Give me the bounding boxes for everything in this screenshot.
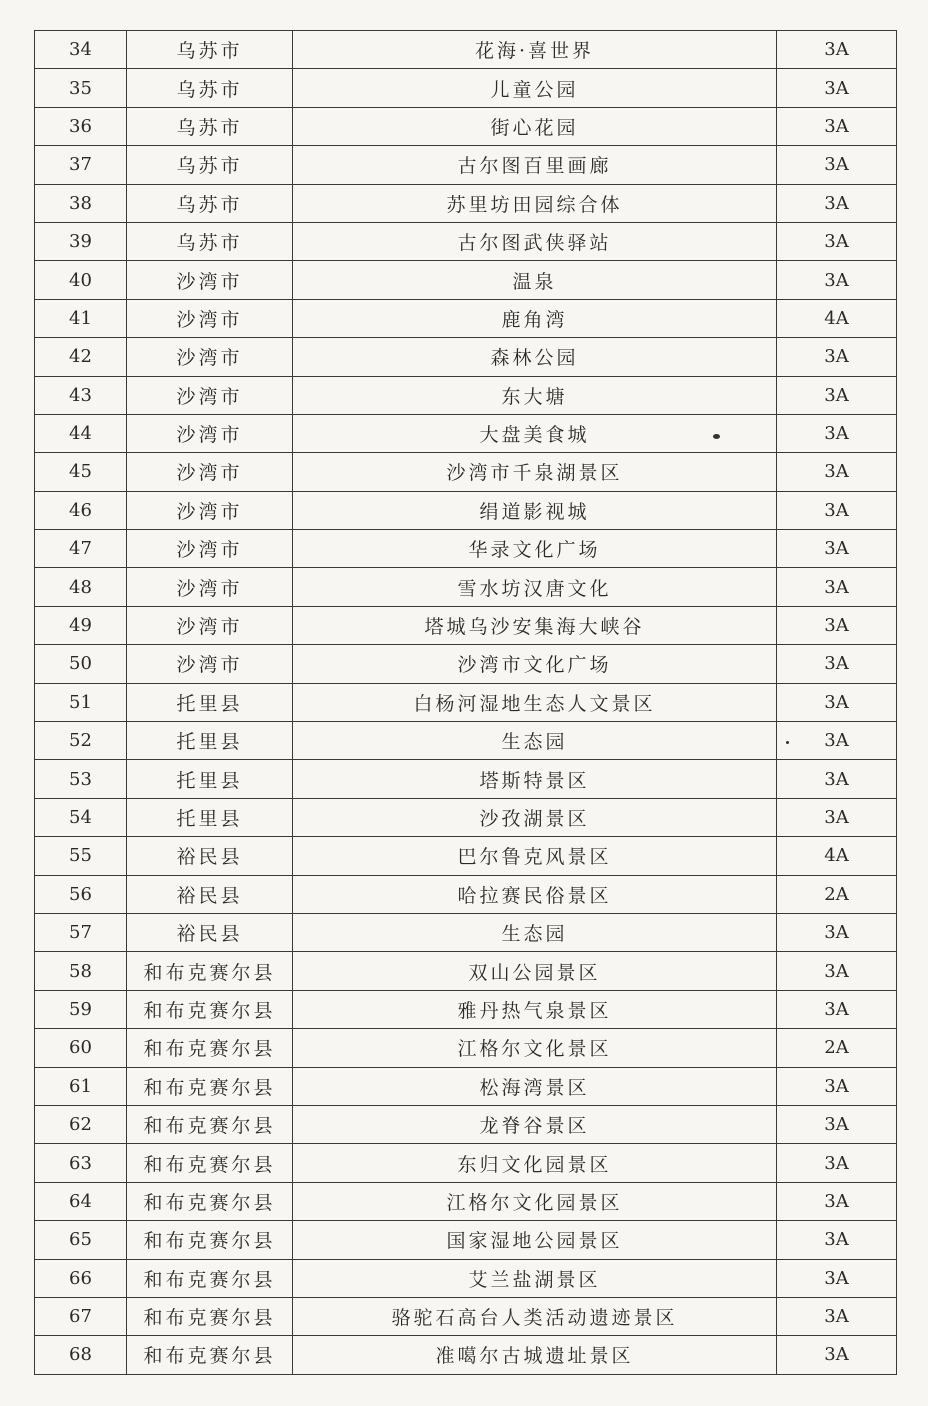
- scan-speck: [713, 434, 720, 439]
- row-number-cell: 57: [35, 913, 127, 951]
- table-row: [35, 568, 897, 606]
- row-number-cell: 51: [35, 683, 127, 721]
- scenic-spot-list-sheet: [34, 30, 896, 1375]
- row-number-cell: 42: [35, 338, 127, 376]
- table-row: [35, 261, 897, 299]
- city-cell: 沙湾市: [127, 338, 293, 376]
- grade-cell: 3A: [777, 645, 897, 683]
- scenic-name-cell: 双山公园景区: [293, 952, 777, 990]
- row-number-cell: 54: [35, 798, 127, 836]
- city-cell: 和布克赛尔县: [127, 1105, 293, 1143]
- row-number-cell: 46: [35, 491, 127, 529]
- grade-cell: 3A: [777, 261, 897, 299]
- scenic-name-cell: 沙湾市文化广场: [293, 645, 777, 683]
- row-number-cell: 60: [35, 1029, 127, 1067]
- city-cell: 沙湾市: [127, 453, 293, 491]
- city-cell: 和布克赛尔县: [127, 952, 293, 990]
- table-body: [35, 31, 897, 1375]
- city-cell: 和布克赛尔县: [127, 1221, 293, 1259]
- city-cell: 和布克赛尔县: [127, 1297, 293, 1335]
- city-cell: 沙湾市: [127, 491, 293, 529]
- table-row: [35, 645, 897, 683]
- city-cell: 乌苏市: [127, 107, 293, 145]
- grade-cell: 3A: [777, 376, 897, 414]
- grade-cell: 3A: [777, 1067, 897, 1105]
- grade-cell: 3A: [777, 69, 897, 107]
- grade-cell: 3A: [777, 491, 897, 529]
- scenic-name-cell: 东大塘: [293, 376, 777, 414]
- table-row: [35, 952, 897, 990]
- city-cell: 和布克赛尔县: [127, 1259, 293, 1297]
- scenic-name-cell: 雪水坊汉唐文化: [293, 568, 777, 606]
- grade-cell: 2A: [777, 875, 897, 913]
- city-cell: 和布克赛尔县: [127, 1029, 293, 1067]
- city-cell: 沙湾市: [127, 568, 293, 606]
- row-number-cell: 35: [35, 69, 127, 107]
- grade-cell: 3A: [777, 146, 897, 184]
- grade-cell: 3A: [777, 1144, 897, 1182]
- grade-cell: 3A: [777, 1297, 897, 1335]
- table-row: [35, 683, 897, 721]
- city-cell: 和布克赛尔县: [127, 1336, 293, 1374]
- grade-cell: 3A: [777, 222, 897, 260]
- city-cell: 裕民县: [127, 913, 293, 951]
- city-cell: 沙湾市: [127, 414, 293, 452]
- scenic-name-cell: 森林公园: [293, 338, 777, 376]
- scan-speck: [786, 741, 789, 744]
- table-row: [35, 338, 897, 376]
- grade-cell: 3A: [777, 952, 897, 990]
- scenic-name-cell: 艾兰盐湖景区: [293, 1259, 777, 1297]
- grade-cell: 3A: [777, 414, 897, 452]
- table-row: [35, 184, 897, 222]
- scenic-name-cell: 东归文化园景区: [293, 1144, 777, 1182]
- table-row: [35, 606, 897, 644]
- row-number-cell: 67: [35, 1297, 127, 1335]
- row-number-cell: 39: [35, 222, 127, 260]
- table-row: [35, 376, 897, 414]
- row-number-cell: 68: [35, 1336, 127, 1374]
- table-row: [35, 1259, 897, 1297]
- row-number-cell: 50: [35, 645, 127, 683]
- grade-cell: 3A: [777, 530, 897, 568]
- city-cell: 和布克赛尔县: [127, 1182, 293, 1220]
- grade-cell: 3A: [777, 31, 897, 69]
- row-number-cell: 41: [35, 299, 127, 337]
- city-cell: 托里县: [127, 683, 293, 721]
- city-cell: 沙湾市: [127, 645, 293, 683]
- row-number-cell: 43: [35, 376, 127, 414]
- city-cell: 沙湾市: [127, 376, 293, 414]
- table-row: [35, 837, 897, 875]
- scenic-name-cell: 古尔图武侠驿站: [293, 222, 777, 260]
- grade-cell: 3A: [777, 338, 897, 376]
- grade-cell: 3A: [777, 913, 897, 951]
- table-row: [35, 453, 897, 491]
- row-number-cell: 55: [35, 837, 127, 875]
- row-number-cell: 49: [35, 606, 127, 644]
- table-row: [35, 1067, 897, 1105]
- city-cell: 乌苏市: [127, 146, 293, 184]
- grade-cell: 3A: [777, 722, 897, 760]
- city-cell: 沙湾市: [127, 530, 293, 568]
- table-row: [35, 31, 897, 69]
- scenic-name-cell: 国家湿地公园景区: [293, 1221, 777, 1259]
- city-cell: 托里县: [127, 722, 293, 760]
- table-row: [35, 1105, 897, 1143]
- row-number-cell: 62: [35, 1105, 127, 1143]
- scenic-name-cell: 骆驼石高台人类活动遗迹景区: [293, 1297, 777, 1335]
- grade-cell: 3A: [777, 760, 897, 798]
- scenic-name-cell: 白杨河湿地生态人文景区: [293, 683, 777, 721]
- scenic-name-cell: 沙孜湖景区: [293, 798, 777, 836]
- grade-cell: 3A: [777, 606, 897, 644]
- table-row: [35, 69, 897, 107]
- table-row: [35, 760, 897, 798]
- city-cell: 乌苏市: [127, 69, 293, 107]
- grade-cell: 4A: [777, 299, 897, 337]
- table-row: [35, 990, 897, 1028]
- table-row: [35, 107, 897, 145]
- grade-cell: 3A: [777, 1259, 897, 1297]
- row-number-cell: 40: [35, 261, 127, 299]
- table-row: [35, 1336, 897, 1374]
- scenic-name-cell: 街心花园: [293, 107, 777, 145]
- grade-cell: 3A: [777, 990, 897, 1028]
- scenic-name-cell: 江格尔文化园景区: [293, 1182, 777, 1220]
- row-number-cell: 63: [35, 1144, 127, 1182]
- scenic-name-cell: 巴尔鲁克风景区: [293, 837, 777, 875]
- row-number-cell: 59: [35, 990, 127, 1028]
- scenic-name-cell: 温泉: [293, 261, 777, 299]
- city-cell: 沙湾市: [127, 299, 293, 337]
- table-row: [35, 530, 897, 568]
- row-number-cell: 58: [35, 952, 127, 990]
- grade-cell: 3A: [777, 568, 897, 606]
- city-cell: 乌苏市: [127, 184, 293, 222]
- table-row: [35, 1297, 897, 1335]
- row-number-cell: 65: [35, 1221, 127, 1259]
- city-cell: 和布克赛尔县: [127, 990, 293, 1028]
- table-row: [35, 299, 897, 337]
- grade-cell: 3A: [777, 683, 897, 721]
- row-number-cell: 44: [35, 414, 127, 452]
- city-cell: 裕民县: [127, 837, 293, 875]
- table-row: [35, 146, 897, 184]
- city-cell: 沙湾市: [127, 606, 293, 644]
- grade-cell: 3A: [777, 1221, 897, 1259]
- row-number-cell: 56: [35, 875, 127, 913]
- city-cell: 托里县: [127, 798, 293, 836]
- row-number-cell: 38: [35, 184, 127, 222]
- row-number-cell: 37: [35, 146, 127, 184]
- city-cell: 乌苏市: [127, 31, 293, 69]
- table-row: [35, 1144, 897, 1182]
- row-number-cell: 61: [35, 1067, 127, 1105]
- scenic-name-cell: 古尔图百里画廊: [293, 146, 777, 184]
- scenic-name-cell: 沙湾市千泉湖景区: [293, 453, 777, 491]
- scenic-name-cell: 生态园: [293, 913, 777, 951]
- grade-cell: 3A: [777, 1182, 897, 1220]
- grade-cell: 3A: [777, 1336, 897, 1374]
- table-row: [35, 1182, 897, 1220]
- scenic-name-cell: 塔城乌沙安集海大峡谷: [293, 606, 777, 644]
- table-row: [35, 798, 897, 836]
- city-cell: 和布克赛尔县: [127, 1144, 293, 1182]
- city-cell: 托里县: [127, 760, 293, 798]
- grade-cell: 3A: [777, 107, 897, 145]
- table-row: [35, 414, 897, 452]
- table-row: [35, 722, 897, 760]
- table-row: [35, 875, 897, 913]
- row-number-cell: 47: [35, 530, 127, 568]
- table-row: [35, 222, 897, 260]
- grade-cell: 2A: [777, 1029, 897, 1067]
- scenic-name-cell: 绢道影视城: [293, 491, 777, 529]
- grade-cell: 3A: [777, 184, 897, 222]
- row-number-cell: 64: [35, 1182, 127, 1220]
- row-number-cell: 53: [35, 760, 127, 798]
- scenic-name-cell: 苏里坊田园综合体: [293, 184, 777, 222]
- row-number-cell: 66: [35, 1259, 127, 1297]
- table-row: [35, 1029, 897, 1067]
- city-cell: 沙湾市: [127, 261, 293, 299]
- grade-cell: 4A: [777, 837, 897, 875]
- grade-cell: 3A: [777, 1105, 897, 1143]
- scenic-name-cell: 哈拉赛民俗景区: [293, 875, 777, 913]
- city-cell: 和布克赛尔县: [127, 1067, 293, 1105]
- scenic-name-cell: 华录文化广场: [293, 530, 777, 568]
- row-number-cell: 36: [35, 107, 127, 145]
- scenic-name-cell: 准噶尔古城遗址景区: [293, 1336, 777, 1374]
- table-row: [35, 491, 897, 529]
- scenic-name-cell: 儿童公园: [293, 69, 777, 107]
- scenic-name-cell: 松海湾景区: [293, 1067, 777, 1105]
- row-number-cell: 45: [35, 453, 127, 491]
- table-row: [35, 1221, 897, 1259]
- scenic-name-cell: 鹿角湾: [293, 299, 777, 337]
- table-row: [35, 913, 897, 951]
- scenic-name-cell: 江格尔文化景区: [293, 1029, 777, 1067]
- row-number-cell: 52: [35, 722, 127, 760]
- grade-cell: 3A: [777, 453, 897, 491]
- row-number-cell: 48: [35, 568, 127, 606]
- city-cell: 裕民县: [127, 875, 293, 913]
- scenic-name-cell: 大盘美食城: [293, 414, 777, 452]
- scenic-name-cell: 花海·喜世界: [293, 31, 777, 69]
- scenic-name-cell: 雅丹热气泉景区: [293, 990, 777, 1028]
- city-cell: 乌苏市: [127, 222, 293, 260]
- row-number-cell: 34: [35, 31, 127, 69]
- scenic-name-cell: 塔斯特景区: [293, 760, 777, 798]
- scenic-name-cell: 龙脊谷景区: [293, 1105, 777, 1143]
- scenic-spot-table: [34, 30, 897, 1375]
- scenic-name-cell: 生态园: [293, 722, 777, 760]
- grade-cell: 3A: [777, 798, 897, 836]
